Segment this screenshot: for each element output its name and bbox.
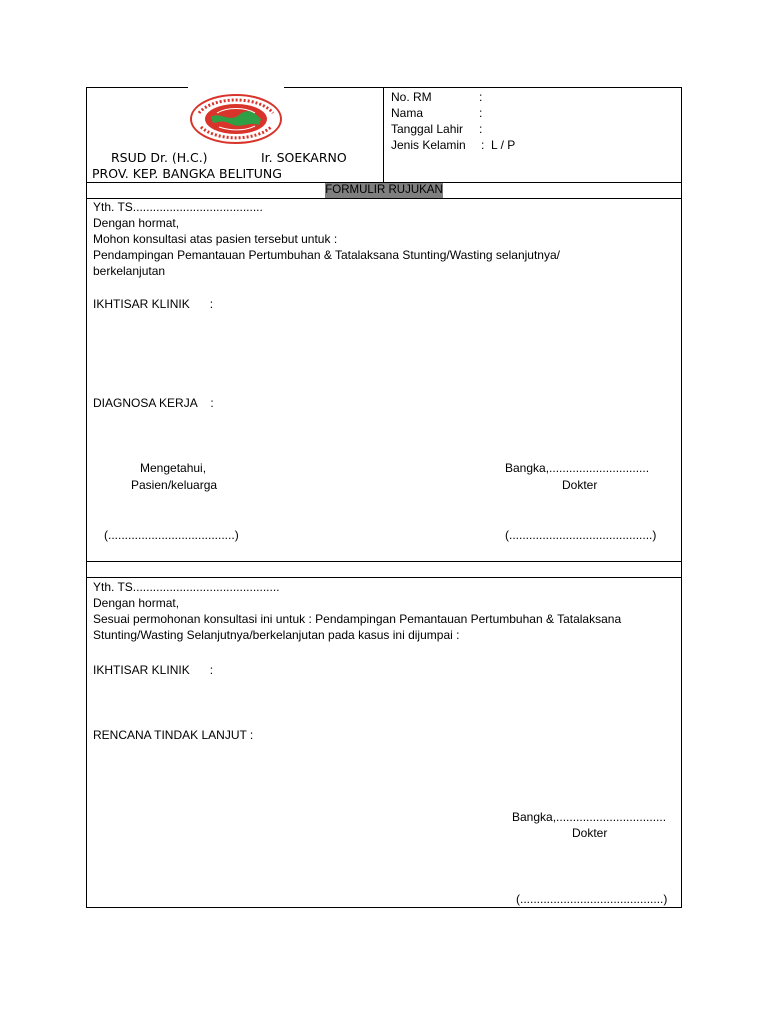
separator-bottom xyxy=(86,577,682,578)
s1-addressee: Yth. TS....................................... xyxy=(93,200,263,214)
form-border-left xyxy=(86,87,87,908)
header-divider xyxy=(383,87,384,183)
field-sep-jenis-kelamin: : xyxy=(481,138,485,152)
s1-patient-signature: (......................................) xyxy=(104,528,239,542)
field-label-nama: Nama xyxy=(391,106,424,120)
s2-reply-line2: Stunting/Wasting Selanjutnya/berkelanjutan pada kasus ini dijumpai : xyxy=(93,628,460,642)
s1-acknowledged-label: Mengetahui, xyxy=(140,461,207,475)
hospital-name-line2: PROV. KEP. BANGKA BELITUNG xyxy=(92,166,282,181)
field-sep-no-rm: : xyxy=(479,90,483,104)
s1-doctor-label: Dokter xyxy=(562,478,598,492)
field-label-tanggal-lahir: Tanggal Lahir xyxy=(391,122,464,136)
form-border-top-left xyxy=(86,87,188,88)
s2-place-date: Bangka,................................. xyxy=(512,810,667,824)
field-label-no-rm: No. RM xyxy=(391,90,432,104)
s1-purpose-line1: Pendampingan Pemantauan Pertumbuhan & Tatalaksana Stunting/Wasting selanjutnya/ xyxy=(93,248,560,262)
s2-clinical-summary-label: IKHTISAR KLINIK : xyxy=(93,663,214,677)
hospital-name-line1-b: Ir. SOEKARNO xyxy=(261,150,347,165)
s1-doctor-signature: (...........................................) xyxy=(505,528,657,542)
s1-greeting: Dengan hormat, xyxy=(93,216,180,230)
s1-diagnosis-label: DIAGNOSA KERJA : xyxy=(93,396,214,410)
s2-doctor-signature: (...........................................) xyxy=(516,892,668,906)
form-border-top-right xyxy=(284,87,682,88)
s2-greeting: Dengan hormat, xyxy=(93,596,180,610)
separator-top xyxy=(86,561,682,562)
s1-patient-family-label: Pasien/keluarga xyxy=(131,478,218,492)
s1-request: Mohon konsultasi atas pasien tersebut untuk : xyxy=(93,232,338,246)
s2-doctor-label: Dokter xyxy=(572,826,608,840)
s2-followup-plan-label: RENCANA TINDAK LANJUT : xyxy=(93,728,254,742)
form-border-right xyxy=(681,87,682,908)
field-sep-tanggal-lahir: : xyxy=(479,122,483,136)
s2-reply-line1: Sesuai permohonan konsultasi ini untuk : Pendampingan Pemantauan Pertumbuhan & Tatalaksana xyxy=(93,612,622,626)
s1-purpose-line2: berkelanjutan xyxy=(93,264,166,278)
s2-addressee: Yth. TS............................................ xyxy=(93,580,280,594)
s1-clinical-summary-label: IKHTISAR KLINIK : xyxy=(93,297,214,311)
field-sep-nama: : xyxy=(479,106,483,120)
hospital-name-line1-a: RSUD Dr. (H.C.) xyxy=(111,150,208,165)
form-title: FORMULIR RUJUKAN xyxy=(325,184,443,196)
field-label-jenis-kelamin: Jenis Kelamin xyxy=(391,138,466,152)
hospital-logo xyxy=(189,93,283,145)
field-value-jenis-kelamin: L / P xyxy=(491,138,516,152)
form-border-bottom xyxy=(86,907,682,908)
s1-place-date: Bangka,.............................. xyxy=(505,461,650,475)
